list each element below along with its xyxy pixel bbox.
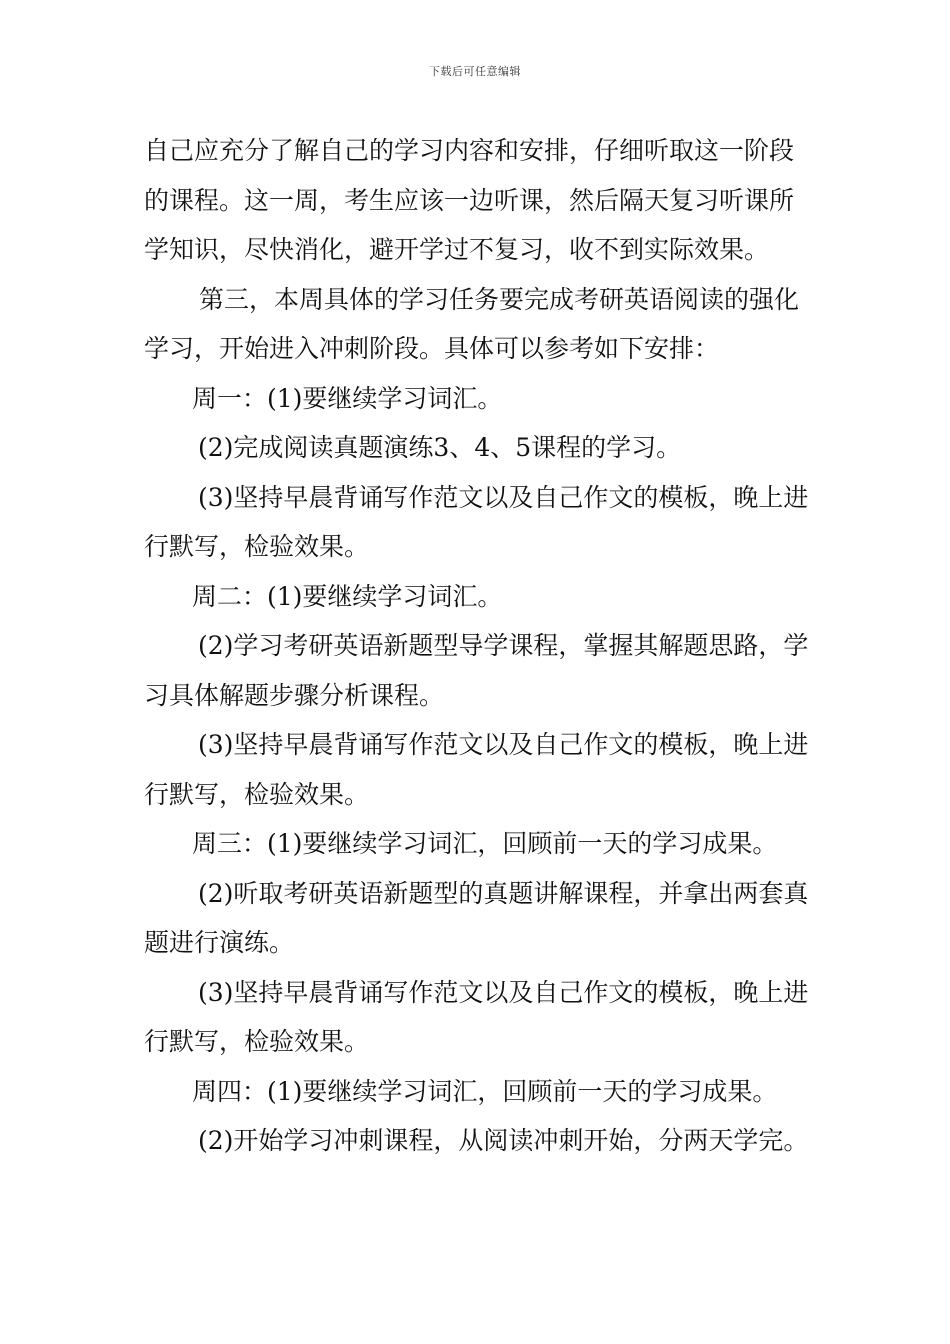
paragraph-third-point: 第三，本周具体的学习任务要完成考研英语阅读的强化学习，开始进入冲刺阶段。具体可以参考如下安排：: [144, 284, 800, 363]
paragraph-intro: 自己应充分了解自己的学习内容和安排，仔细听取这一阶段的课程。这一周，考生应该一边听课，然后隔天复习听课所学知识，尽快消化，避开学过不复习，收不到实际效果。: [144, 136, 795, 264]
monday-item-1: 周一：(1)要继续学习词汇。: [192, 383, 503, 413]
document-body: [144, 126, 812, 1166]
page-header: 下载后可任意编辑: [429, 65, 521, 78]
tuesday-item-3: (3)坚持早晨背诵写作范文以及自己作文的模板，晚上进行默写，检验效果。: [144, 730, 809, 809]
wednesday-item-2: (2)听取考研英语新题型的真题讲解课程，并拿出两套真题进行演练。: [144, 878, 809, 957]
wednesday-item-1: 周三：(1)要继续学习词汇，回顾前一天的学习成果。: [192, 829, 778, 858]
tuesday-item-1: 周二：(1)要继续学习词汇。: [192, 581, 503, 611]
thursday-item-2: (2)开始学习冲刺课程，从阅读冲刺开始，分两天学完。: [198, 1126, 809, 1155]
tuesday-item-2: (2)学习考研英语新题型导学课程，掌握其解题思路，学习具体解题步骤分析课程。: [144, 631, 809, 710]
wednesday-item-3: (3)坚持早晨背诵写作范文以及自己作文的模板，晚上进行默写，检验效果。: [144, 977, 809, 1056]
monday-item-3: (3)坚持早晨背诵写作范文以及自己作文的模板，晚上进行默写，检验效果。: [144, 482, 809, 561]
monday-item-2: (2)完成阅读真题演练3、4、5课程的学习。: [198, 433, 682, 462]
thursday-item-1: 周四：(1)要继续学习词汇，回顾前一天的学习成果。: [192, 1076, 778, 1106]
